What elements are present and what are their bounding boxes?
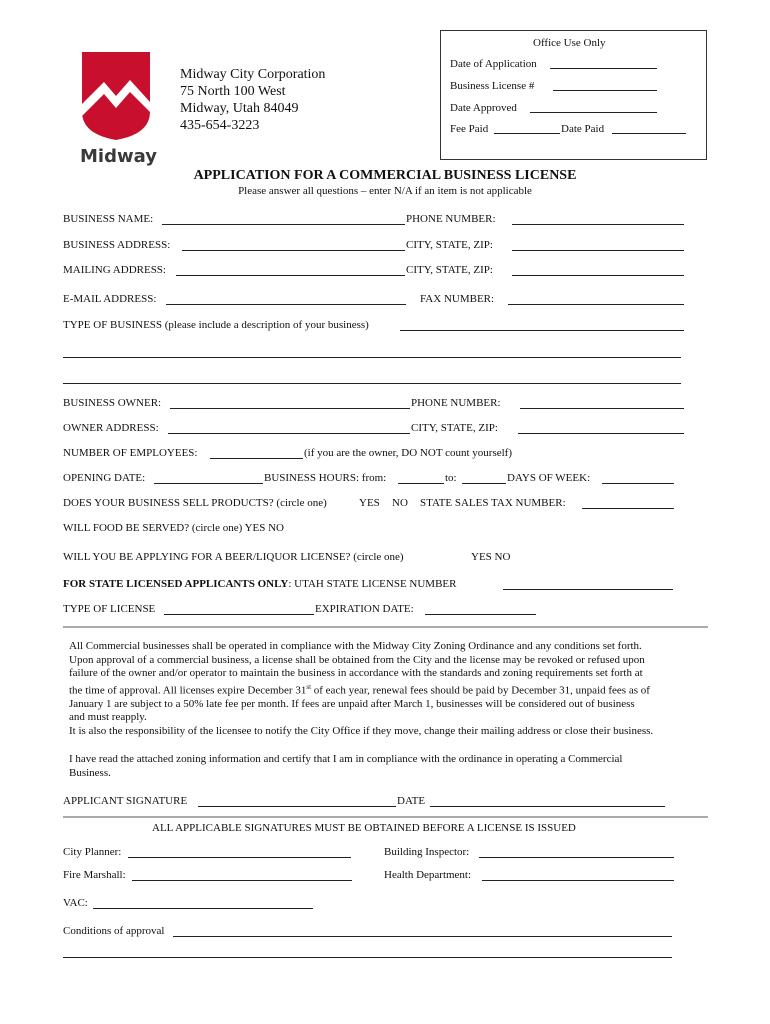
date-paid-field[interactable]: [612, 133, 686, 134]
signatures-notice: ALL APPLICABLE SIGNATURES MUST BE OBTAINED BEFORE A LICENSE IS ISSUED: [152, 822, 576, 834]
certify-line-1: I have read the attached zoning information and certify that I am in compliance with the ordinance in operating a Commercial: [69, 753, 623, 765]
mailing-address-field[interactable]: [176, 275, 405, 276]
midway-logo-icon: [82, 52, 150, 140]
vac-field[interactable]: [93, 908, 313, 909]
compliance-line-5: January 1 are subject to a 50% late fee per month. If fees are unpaid after March 1, businesses will be considered out of business: [69, 697, 635, 710]
date-approved-label: Date Approved: [450, 102, 517, 114]
fax-field[interactable]: [508, 304, 684, 305]
fire-marshall-field[interactable]: [132, 880, 352, 881]
conditions-of-approval-field[interactable]: [173, 936, 672, 937]
city-address: [180, 66, 325, 134]
beer-liquor-question: WILL YOU BE APPLYING FOR A BEER/LIQUOR LICENSE? (circle one): [63, 551, 404, 563]
fire-marshall-label: Fire Marshall:: [63, 869, 126, 881]
state-sales-tax-label: STATE SALES TAX NUMBER:: [420, 497, 566, 509]
signature-date-field[interactable]: [430, 806, 665, 807]
business-name-label: BUSINESS NAME:: [63, 213, 154, 225]
compliance-line-3: failure of the owner and/or operator to maintain the business in accordance with the standards and zoning requirements set forth at: [69, 667, 643, 679]
business-address-label: BUSINESS ADDRESS:: [63, 239, 171, 251]
certification-text: [69, 753, 622, 780]
vac-label: VAC:: [63, 897, 88, 909]
business-name-field[interactable]: [162, 224, 405, 225]
address-phone: 435-654-3223: [180, 118, 260, 133]
beer-liquor-yes-no[interactable]: YES NO: [471, 551, 511, 563]
compliance-text: [69, 640, 653, 738]
num-employees-label: NUMBER OF EMPLOYEES:: [63, 447, 198, 459]
expiration-date-field[interactable]: [425, 614, 536, 615]
certify-line-2: Business.: [69, 766, 111, 779]
type-of-license-field[interactable]: [164, 614, 314, 615]
opening-date-field[interactable]: [154, 483, 263, 484]
sell-products-yes[interactable]: YES: [359, 497, 380, 509]
mailing-city-state-zip-field[interactable]: [512, 275, 684, 276]
expiration-date-label: EXPIRATION DATE:: [315, 603, 414, 615]
type-of-business-line-3[interactable]: [63, 383, 681, 384]
sell-products-no[interactable]: NO: [392, 497, 408, 509]
fee-paid-field[interactable]: [494, 133, 560, 134]
opening-date-label: OPENING DATE:: [63, 472, 146, 484]
business-owner-label: BUSINESS OWNER:: [63, 397, 162, 409]
mailing-address-label: MAILING ADDRESS:: [63, 264, 166, 276]
compliance-line-2: Upon approval of a commercial business, a license shall be obtained from the City and the license may be revoked or refused upon: [69, 653, 645, 666]
sell-products-label: DOES YOUR BUSINESS SELL PRODUCTS? (circle one): [63, 497, 327, 509]
signature-date-label: DATE: [397, 795, 426, 807]
logo-wordmark: Midway: [80, 146, 157, 167]
num-employees-field[interactable]: [210, 458, 303, 459]
phone-number-field[interactable]: [512, 224, 684, 225]
days-of-week-label: DAYS OF WEEK:: [507, 472, 591, 484]
conditions-of-approval-label: Conditions of approval: [63, 925, 165, 937]
state-licensed-heading: FOR STATE LICENSED APPLICANTS ONLY: [63, 578, 289, 590]
state-sales-tax-field[interactable]: [582, 508, 674, 509]
state-license-number-label: : UTAH STATE LICENSE NUMBER: [288, 578, 457, 590]
form-title: APPLICATION FOR A COMMERCIAL BUSINESS LICENSE: [193, 168, 577, 183]
compliance-line-6: and must reapply.: [69, 711, 147, 724]
days-of-week-field[interactable]: [602, 483, 674, 484]
date-of-application-field[interactable]: [550, 68, 657, 69]
state-licensed-line: [63, 578, 457, 591]
compliance-line-4: [69, 681, 653, 698]
building-inspector-label: Building Inspector:: [384, 846, 470, 858]
date-of-application-label: Date of Application: [450, 58, 537, 70]
building-inspector-field[interactable]: [479, 857, 674, 858]
business-license-label: Business License #: [450, 80, 535, 92]
section-divider-2: [63, 816, 708, 818]
food-served-question: WILL FOOD BE SERVED? (circle one) YES NO: [63, 522, 285, 534]
compliance-line-7: It is also the responsibility of the licensee to notify the City Office if they move, change their mailing address or close their business.: [69, 724, 654, 737]
business-city-state-zip-label: CITY, STATE, ZIP:: [406, 239, 493, 251]
mailing-city-state-zip-label: CITY, STATE, ZIP:: [406, 264, 493, 276]
employees-note: (if you are the owner, DO NOT count yourself): [304, 447, 512, 459]
compliance-line-4b: of each year, renewal fees should be paid by December 31, unpaid fees as of: [311, 684, 650, 697]
office-heading: Office Use Only: [533, 37, 606, 49]
type-of-business-label: TYPE OF BUSINESS (please include a description of your business): [63, 319, 369, 331]
address-line-2: 75 North 100 West: [180, 84, 286, 99]
conditions-of-approval-line-2[interactable]: [63, 957, 672, 958]
form-subtitle: Please answer all questions – enter N/A if an item is not applicable: [238, 185, 532, 197]
address-line-1: Midway City Corporation: [180, 67, 326, 82]
date-paid-label: Date Paid: [561, 123, 605, 135]
applicant-signature-label: APPLICANT SIGNATURE: [63, 795, 188, 807]
city-planner-field[interactable]: [128, 857, 351, 858]
type-of-license-label: TYPE OF LICENSE: [63, 603, 156, 615]
owner-city-state-zip-field[interactable]: [518, 433, 684, 434]
owner-address-label: OWNER ADDRESS:: [63, 422, 159, 434]
compliance-line-1: All Commercial businesses shall be operated in compliance with the Midway City Zoning Ordinance and any conditions set forth.: [69, 640, 642, 652]
owner-phone-field[interactable]: [520, 408, 684, 409]
date-approved-field[interactable]: [530, 112, 657, 113]
compliance-line-4a: the time of approval. All licenses expire December 31: [69, 684, 307, 697]
fee-paid-label: Fee Paid: [450, 123, 489, 135]
type-of-business-field[interactable]: [400, 330, 684, 331]
owner-phone-label: PHONE NUMBER:: [411, 397, 501, 409]
fax-label: FAX NUMBER:: [420, 293, 495, 305]
hours-to-label: to:: [445, 472, 457, 484]
type-of-business-line-2[interactable]: [63, 357, 681, 358]
business-address-field[interactable]: [182, 250, 405, 251]
state-license-number-field[interactable]: [503, 589, 673, 590]
applicant-signature-field[interactable]: [198, 806, 396, 807]
business-city-state-zip-field[interactable]: [512, 250, 684, 251]
phone-number-label: PHONE NUMBER:: [406, 213, 496, 225]
email-label: E-MAIL ADDRESS:: [63, 293, 157, 305]
business-hours-label: BUSINESS HOURS: from:: [264, 472, 387, 484]
hours-to-field[interactable]: [462, 483, 506, 484]
section-divider-1: [63, 626, 708, 628]
health-department-label: Health Department:: [384, 869, 472, 881]
health-department-field[interactable]: [482, 880, 674, 881]
hours-from-field[interactable]: [398, 483, 444, 484]
business-owner-field[interactable]: [170, 408, 410, 409]
owner-city-state-zip-label: CITY, STATE, ZIP:: [411, 422, 498, 434]
city-planner-label: City Planner:: [63, 846, 122, 858]
email-field[interactable]: [166, 304, 406, 305]
address-line-3: Midway, Utah 84049: [180, 101, 299, 116]
owner-address-field[interactable]: [168, 433, 410, 434]
business-license-field[interactable]: [553, 90, 657, 91]
compliance-line-4-sup: st: [306, 682, 312, 691]
